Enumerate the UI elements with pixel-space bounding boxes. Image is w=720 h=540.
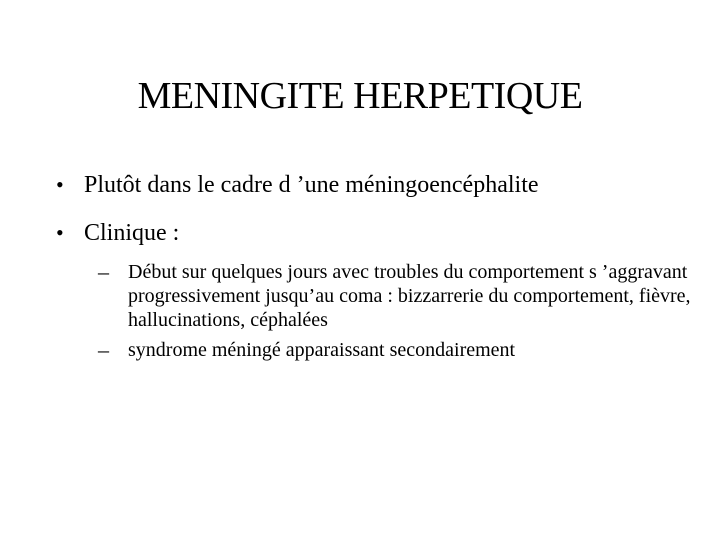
bullet-marker: • — [56, 220, 64, 245]
bullet-item — [56, 170, 706, 200]
slide-title: MENINGITE HERPETIQUE — [137, 75, 583, 117]
sub-bullet-item — [98, 260, 698, 332]
bullet-text: Plutôt dans le cadre d ’une méningoencéphalite — [84, 172, 539, 198]
sub-bullet-text: Début sur quelques jours avec troubles du comportement s ’aggravant progressivement jusqu’au coma : bizzarrerie du comportement, fièvre, hallucinations, céphalées — [128, 261, 691, 331]
bullet-text: Clinique : — [84, 220, 180, 246]
sub-bullet-text: syndrome méningé apparaissant secondairement — [128, 339, 516, 361]
sub-bullet-list — [98, 260, 698, 362]
bullet-item — [56, 218, 706, 362]
sub-bullet-marker: – — [98, 337, 109, 362]
bullet-list — [56, 170, 706, 380]
bullet-marker: • — [56, 172, 64, 197]
sub-bullet-marker: – — [98, 259, 109, 284]
sub-bullet-item — [98, 338, 698, 362]
